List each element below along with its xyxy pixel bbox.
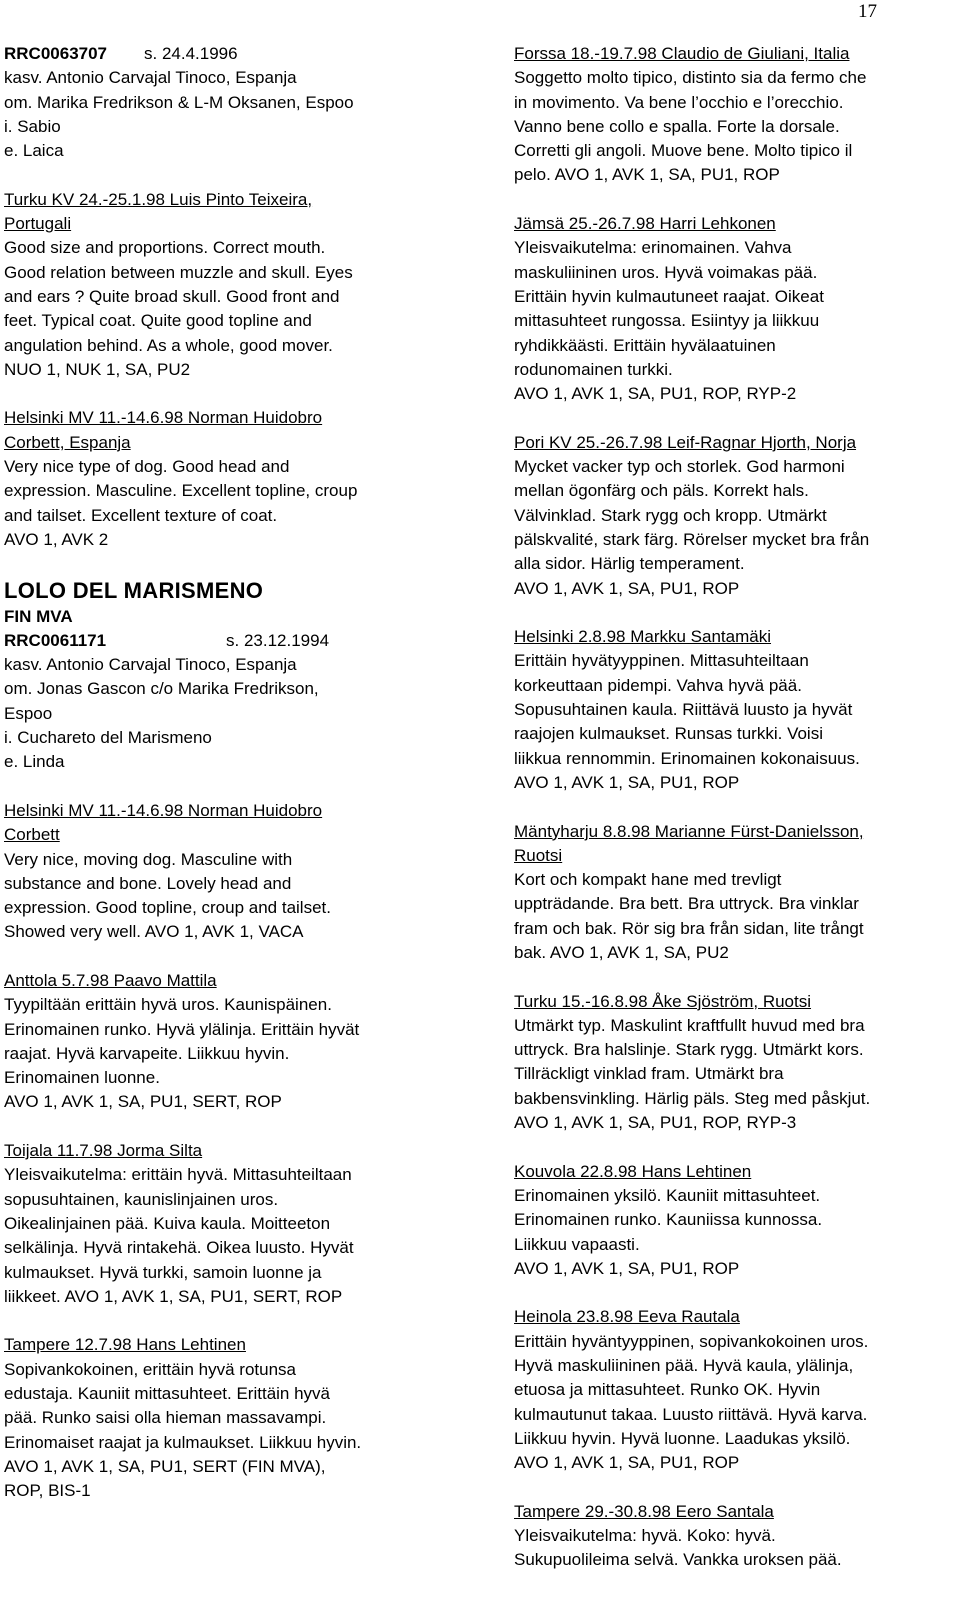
critique-line: Sopusuhtainen kaula. Riittävä luusto ja hyvät	[514, 700, 853, 720]
critique-line: AVO 1, AVK 1, SA, PU1, ROP, RYP-2	[514, 384, 797, 404]
right-entries	[514, 42, 954, 1573]
critique-line: Utmärkt typ. Maskulint kraftfullt huvud med bra	[514, 1015, 865, 1035]
show-entry	[4, 188, 474, 382]
show-entry	[514, 42, 954, 188]
show-header-line: Turku 15.-16.8.98 Åke Sjöström, Ruotsi	[514, 991, 812, 1011]
breeder: kasv. Antonio Carvajal Tinoco, Espanja	[4, 68, 297, 88]
critique-line: Liikkuu vapaasti.	[514, 1234, 640, 1254]
show-header-line: Helsinki MV 11.-14.6.98 Norman Huidobro	[4, 408, 323, 428]
critique-line: NUO 1, NUK 1, SA, PU2	[4, 359, 191, 379]
critique-line: Oikealinjainen pää. Kuiva kaula. Moitteeton	[4, 1213, 331, 1233]
critique-line: pää. Runko saisi olla hieman massavampi.	[4, 1408, 327, 1428]
critique-line: expression. Good topline, croup and tailset.	[4, 898, 331, 918]
critique-line: Tyypiltään erittäin hyvä uros. Kaunispäinen.	[4, 995, 332, 1015]
critique-line: AVO 1, AVK 1, SA, PU1, ROP	[514, 772, 740, 792]
page-number: 17	[858, 1, 877, 22]
show-entry	[514, 1305, 954, 1475]
show-entry	[4, 406, 474, 552]
critique-line: AVO 1, AVK 1, SA, PU1, ROP	[514, 1258, 740, 1278]
critique-line: Erinomaiset raajat ja kulmaukset. Liikkuu hyvin.	[4, 1432, 362, 1452]
critique-line: Kort och kompakt hane med trevligt	[514, 870, 782, 890]
show-header-line: Kouvola 22.8.98 Hans Lehtinen	[514, 1161, 752, 1181]
show-header-line: Helsinki MV 11.-14.6.98 Norman Huidobro	[4, 800, 323, 820]
critique-line: fram och bak. Rör sig bra från sidan, lite trångt	[514, 918, 864, 938]
dam: e. Linda	[4, 752, 65, 772]
critique-line: and ears ? Quite broad skull. Good front and	[4, 286, 340, 306]
critique-line: Good relation between muzzle and skull. Eyes	[4, 262, 353, 282]
critique-line: pelo. AVO 1, AVK 1, SA, PU1, ROP	[514, 165, 780, 185]
left-column	[4, 42, 474, 1528]
critique-line: alla sidor. Härlig temperament.	[514, 554, 745, 574]
right-column	[514, 42, 954, 1597]
show-entry	[4, 1139, 474, 1309]
registration-row	[4, 42, 474, 66]
dam: e. Laica	[4, 141, 64, 161]
owner: om. Marika Fredrikson & L-M Oksanen, Espoo	[4, 92, 354, 112]
critique-line: Vanno bene collo e spalla. Forte la dorsale.	[514, 116, 840, 136]
birth-date: s. 24.4.1996	[144, 44, 238, 63]
critique-line: AVO 1, AVK 1, SA, PU1, ROP, RYP-3	[514, 1113, 797, 1133]
critique-line: Välvinklad. Stark rygg och kropp. Utmärkt	[514, 505, 827, 525]
sire: i. Sabio	[4, 116, 61, 136]
show-entry	[514, 625, 954, 795]
critique-line: rodunomainen turkki.	[514, 359, 673, 379]
dog1-entries	[4, 188, 474, 552]
critique-line: sopusuhtainen, kaunislinjainen uros.	[4, 1189, 279, 1209]
critique-line: Yleisvaikutelma: hyvä. Koko: hyvä.	[514, 1526, 776, 1546]
critique-line: Erinomainen runko. Kauniissa kunnossa.	[514, 1210, 823, 1230]
critique-line: Tillräckligt vinklad fram. Utmärkt bra	[514, 1064, 784, 1084]
critique-line: Showed very well. AVO 1, AVK 1, VACA	[4, 922, 304, 942]
critique-line: Erinomainen luonne.	[4, 1068, 160, 1088]
critique-line: Yleisvaikutelma: erinomainen. Vahva	[514, 238, 792, 258]
dog-record-1	[4, 42, 474, 163]
critique-line: Liikkuu hyvin. Hyvä luonne. Laadukas yksilö.	[514, 1428, 851, 1448]
show-header-line: Anttola 5.7.98 Paavo Mattila	[4, 970, 217, 990]
critique-line: expression. Masculine. Excellent topline, croup	[4, 481, 358, 501]
show-header-line: Turku KV 24.-25.1.98 Luis Pinto Teixeira,	[4, 189, 313, 209]
critique-line: Hyvä maskuliininen pää. Hyvä kaula, ylälinja,	[514, 1356, 854, 1376]
show-entry	[514, 1500, 954, 1573]
owner-line-1: om. Jonas Gascon c/o Marika Fredrikson,	[4, 679, 319, 699]
critique-line: and tailset. Excellent texture of coat.	[4, 505, 278, 525]
critique-line: kulmautunut takaa. Luusto riittävä. Hyvä karva.	[514, 1404, 868, 1424]
registration-row	[4, 629, 474, 653]
show-entry	[514, 990, 954, 1136]
critique-line: korkeuttaan pidempi. Vahva hyvä pää.	[514, 675, 802, 695]
show-header-line: Corbett	[4, 825, 60, 845]
owner-line-2: Espoo	[4, 703, 53, 723]
critique-line: Erittäin hyvätyyppinen. Mittasuhteiltaan	[514, 651, 809, 671]
critique-line: selkälinja. Hyvä rintakehä. Oikea luusto. Hyvät	[4, 1238, 354, 1258]
critique-line: Erittäin hyvin kulmautuneet raajat. Oikeat	[514, 286, 824, 306]
show-header-line: Toijala 11.7.98 Jorma Silta	[4, 1141, 203, 1161]
show-entry	[4, 799, 474, 945]
show-header-line: Mäntyharju 8.8.98 Marianne Fürst-Danielsson,	[514, 821, 864, 841]
critique-line: AVO 1, AVK 1, SA, PU1, SERT (FIN MVA),	[4, 1456, 326, 1476]
critique-line: liikkeet. AVO 1, AVK 1, SA, PU1, SERT, ROP	[4, 1286, 343, 1306]
critique-line: bakbensvinkling. Härlig päls. Steg med påskjut.	[514, 1088, 871, 1108]
critique-line: bak. AVO 1, AVK 1, SA, PU2	[514, 942, 729, 962]
show-header-line: Heinola 23.8.98 Eeva Rautala	[514, 1307, 740, 1327]
critique-line: kulmaukset. Hyvä turkki, samoin luonne ja	[4, 1262, 322, 1282]
critique-line: mittasuhteet rungossa. Esiintyy ja liikkuu	[514, 311, 820, 331]
show-entry	[4, 1333, 474, 1503]
show-header-line: Ruotsi	[514, 845, 563, 865]
birth-date: s. 23.12.1994	[226, 630, 330, 650]
critique-line: substance and bone. Lovely head and	[4, 873, 292, 893]
show-header-line: Tampere 29.-30.8.98 Eero Santala	[514, 1501, 774, 1521]
critique-line: Soggetto molto tipico, distinto sia da fermo che	[514, 68, 867, 88]
critique-line: Sukupuolileima selvä. Vankka uroksen pää.	[514, 1550, 842, 1570]
show-header-line: Jämsä 25.-26.7.98 Harri Lehkonen	[514, 214, 776, 234]
critique-line: Erittäin hyväntyyppinen, sopivankokoinen uros.	[514, 1331, 869, 1351]
critique-line: edustaja. Kauniit mittasuhteet. Erittäin hyvä	[4, 1384, 331, 1404]
critique-line: AVO 1, AVK 1, SA, PU1, ROP	[514, 578, 740, 598]
critique-line: Mycket vacker typ och storlek. God harmoni	[514, 457, 845, 477]
critique-line: ROP, BIS-1	[4, 1481, 91, 1501]
critique-line: AVO 1, AVK 2	[4, 529, 109, 549]
critique-line: angulation behind. As a whole, good mover.	[4, 335, 333, 355]
critique-line: AVO 1, AVK 1, SA, PU1, ROP	[514, 1453, 740, 1473]
show-entry	[514, 431, 954, 601]
breeder: kasv. Antonio Carvajal Tinoco, Espanja	[4, 655, 297, 675]
critique-line: Very nice, moving dog. Masculine with	[4, 849, 293, 869]
show-header-line: Pori KV 25.-26.7.98 Leif-Ragnar Hjorth, Norja	[514, 432, 857, 452]
show-header-line: Tampere 12.7.98 Hans Lehtinen	[4, 1335, 246, 1355]
critique-line: etuosa ja mittasuhteet. Runko OK. Hyvin	[514, 1380, 821, 1400]
registration-number: RRC0063707	[4, 44, 108, 63]
show-header-line: Forssa 18.-19.7.98 Claudio de Giuliani, Italia	[514, 44, 850, 63]
critique-line: Very nice type of dog. Good head and	[4, 457, 290, 477]
critique-line: Good size and proportions. Correct mouth.	[4, 238, 326, 258]
critique-line: feet. Typical coat. Quite good topline and	[4, 311, 312, 331]
critique-line: liikkua rennommin. Erinomainen kokonaisuus.	[514, 748, 860, 768]
show-entry	[514, 212, 954, 406]
dog2-entries	[4, 799, 474, 1504]
critique-line: raajojen kulmaukset. Runsas turkki. Voisi	[514, 724, 823, 744]
critique-line: uttryck. Bra halslinje. Stark rygg. Utmärkt kors.	[514, 1040, 864, 1060]
sire: i. Cuchareto del Marismeno	[4, 728, 212, 748]
critique-line: Erinomainen runko. Hyvä ylälinja. Erittäin hyvät	[4, 1019, 360, 1039]
dog-record-2	[4, 577, 474, 775]
critique-line: Corretti gli angoli. Muove bene. Molto tipico il	[514, 141, 853, 161]
critique-line: Yleisvaikutelma: erittäin hyvä. Mittasuhteiltaan	[4, 1165, 352, 1185]
show-header-line: Portugali	[4, 214, 72, 234]
dog-name: LOLO DEL MARISMENO	[4, 577, 264, 603]
show-header-line: Helsinki 2.8.98 Markku Santamäki	[514, 627, 772, 647]
critique-line: ryhdikkäästi. Erittäin hyvälaatuinen	[514, 335, 776, 355]
critique-line: uppträdande. Bra bett. Bra uttryck. Bra vinklar	[514, 894, 859, 914]
critique-line: Erinomainen yksilö. Kauniit mittasuhteet.	[514, 1185, 821, 1205]
registration-number: RRC0061171	[4, 630, 107, 650]
critique-line: in movimento. Va bene l’occhio e l’orecchio.	[514, 92, 844, 112]
show-entry	[4, 969, 474, 1115]
critique-line: Sopivankokoinen, erittäin hyvä rotunsa	[4, 1359, 297, 1379]
show-entry	[514, 1160, 954, 1281]
show-entry	[514, 820, 954, 966]
critique-line: raajat. Hyvä karvapeite. Liikkuu hyvin.	[4, 1043, 290, 1063]
critique-line: maskuliininen uros. Hyvä voimakas pää.	[514, 262, 818, 282]
critique-line: AVO 1, AVK 1, SA, PU1, SERT, ROP	[4, 1092, 282, 1112]
critique-line: mellan ögonfärg och päls. Korrekt hals.	[514, 481, 809, 501]
dog-title: FIN MVA	[4, 606, 73, 626]
critique-line: pälskvalité, stark färg. Rörelser mycket bra från	[514, 529, 870, 549]
show-header-line: Corbett, Espanja	[4, 432, 131, 452]
